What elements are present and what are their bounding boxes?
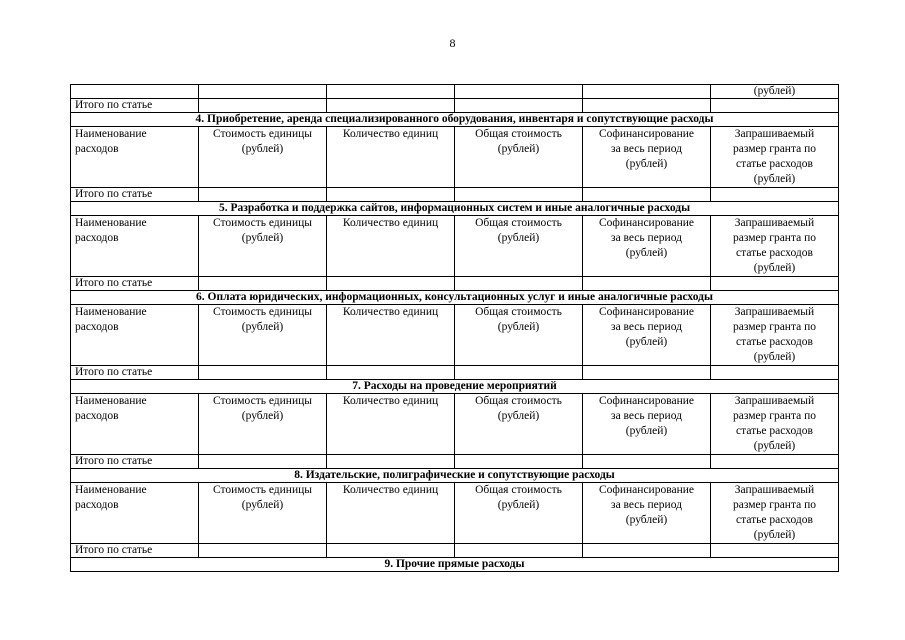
header-line: (рублей) xyxy=(497,410,540,422)
table-cell xyxy=(199,188,327,202)
header-line: Запрашиваемый xyxy=(734,306,815,318)
table-cell xyxy=(583,455,711,469)
section-title: 8. Издательские, полиграфические и сопутствующие расходы xyxy=(71,469,839,483)
col-cofinancing-header xyxy=(583,305,711,366)
col-total-cost-header xyxy=(455,483,583,544)
col-name-header xyxy=(71,483,199,544)
table-cell xyxy=(199,277,327,291)
header-line: расходов xyxy=(75,321,119,333)
col-total-cost-header xyxy=(455,216,583,277)
table-cell xyxy=(327,455,455,469)
header-line: за весь период xyxy=(611,143,682,155)
col-cofinancing-header xyxy=(583,127,711,188)
header-line: за весь период xyxy=(611,499,682,511)
budget-table-body xyxy=(71,85,839,572)
header-line: Наименование xyxy=(75,128,147,140)
header-line: Наименование xyxy=(75,306,147,318)
header-line: расходов xyxy=(75,232,119,244)
total-row xyxy=(71,99,839,113)
table-cell xyxy=(711,366,839,380)
section-row xyxy=(71,380,839,394)
section-title: 4. Приобретение, аренда специализированного оборудования, инвентаря и сопутствующие расходы xyxy=(71,113,839,127)
total-label: Итого по статье xyxy=(71,366,199,380)
table-cell xyxy=(455,85,583,99)
header-line: (рублей) xyxy=(625,514,668,526)
col-unit-cost-header xyxy=(199,216,327,277)
column-header-row xyxy=(71,394,839,455)
col-requested-header xyxy=(711,483,839,544)
col-total-cost-header xyxy=(455,305,583,366)
column-header-row xyxy=(71,483,839,544)
header-line: (рублей) xyxy=(625,336,668,348)
header-line: статье расходов xyxy=(736,425,813,437)
header-line: размер гранта по xyxy=(732,232,816,244)
table-cell xyxy=(455,366,583,380)
header-line: (рублей) xyxy=(753,173,796,185)
header-line: размер гранта по xyxy=(732,499,816,511)
page-number: 8 xyxy=(449,36,456,50)
header-line: Количество единиц xyxy=(342,217,439,229)
section-row xyxy=(71,558,839,572)
header-line: (рублей) xyxy=(497,143,540,155)
header-line: Софинансирование xyxy=(599,217,694,229)
section-row xyxy=(71,291,839,305)
col-unit-cost-header xyxy=(199,394,327,455)
table-cell xyxy=(327,366,455,380)
header-line: Общая стоимость xyxy=(475,306,562,318)
section-row xyxy=(71,469,839,483)
total-row xyxy=(71,455,839,469)
col-quantity-header xyxy=(327,127,455,188)
header-line: (рублей) xyxy=(497,321,540,333)
col-requested-header xyxy=(711,127,839,188)
total-label: Итого по статье xyxy=(71,277,199,291)
header-line: (рублей) xyxy=(497,499,540,511)
table-cell xyxy=(583,277,711,291)
col-name-header xyxy=(71,305,199,366)
header-line: Общая стоимость xyxy=(475,128,562,140)
header-line: (рублей) xyxy=(497,232,540,244)
header-line: Количество единиц xyxy=(342,128,439,140)
header-line: статье расходов xyxy=(736,158,813,170)
col-quantity-header xyxy=(327,305,455,366)
header-line: за весь период xyxy=(611,410,682,422)
table-cell xyxy=(583,544,711,558)
header-line: Стоимость единицы xyxy=(212,128,312,140)
col-unit-cost-header xyxy=(199,305,327,366)
header-line: расходов xyxy=(75,499,119,511)
table-cell xyxy=(455,99,583,113)
table-cell xyxy=(455,455,583,469)
table-cell xyxy=(583,85,711,99)
table-cell xyxy=(711,188,839,202)
header-line: (рублей) xyxy=(753,529,796,541)
header-line: Запрашиваемый xyxy=(734,395,815,407)
table-cell xyxy=(327,544,455,558)
table-cell xyxy=(327,99,455,113)
section-title: 7. Расходы на проведение мероприятий xyxy=(71,380,839,394)
header-line: (рублей) xyxy=(625,247,668,259)
header-line: Наименование xyxy=(75,217,147,229)
section-title: 9. Прочие прямые расходы xyxy=(71,558,839,572)
header-line: Наименование xyxy=(75,484,147,496)
header-line: (рублей) xyxy=(241,410,284,422)
col-total-cost-header xyxy=(455,127,583,188)
header-line: Стоимость единицы xyxy=(212,484,312,496)
col-unit-cost-header xyxy=(199,483,327,544)
table-cell xyxy=(455,188,583,202)
header-line: (рублей) xyxy=(241,321,284,333)
continuation-cell: (рублей) xyxy=(711,85,839,99)
table-cell xyxy=(455,277,583,291)
header-line: Запрашиваемый xyxy=(734,128,815,140)
header-line: Количество единиц xyxy=(342,484,439,496)
header-line: (рублей) xyxy=(241,499,284,511)
table-cell xyxy=(199,544,327,558)
total-row xyxy=(71,188,839,202)
header-line: Запрашиваемый xyxy=(734,217,815,229)
header-line: Общая стоимость xyxy=(475,395,562,407)
budget-table xyxy=(70,84,839,572)
col-cofinancing-header xyxy=(583,216,711,277)
total-label: Итого по статье xyxy=(71,544,199,558)
table-cell xyxy=(583,99,711,113)
table-cell xyxy=(71,85,199,99)
header-line: Запрашиваемый xyxy=(734,484,815,496)
header-line: размер гранта по xyxy=(732,143,816,155)
header-line: (рублей) xyxy=(753,262,796,274)
header-line: статье расходов xyxy=(736,336,813,348)
header-line: Софинансирование xyxy=(599,395,694,407)
col-quantity-header xyxy=(327,216,455,277)
total-row xyxy=(71,544,839,558)
header-line: Стоимость единицы xyxy=(212,217,312,229)
header-line: Софинансирование xyxy=(599,128,694,140)
header-line: (рублей) xyxy=(625,158,668,170)
table-cell xyxy=(711,277,839,291)
table-cell xyxy=(199,366,327,380)
header-line: статье расходов xyxy=(736,247,813,259)
col-name-header xyxy=(71,127,199,188)
table-cell xyxy=(583,366,711,380)
col-cofinancing-header xyxy=(583,483,711,544)
header-line: Стоимость единицы xyxy=(212,395,312,407)
section-row xyxy=(71,202,839,216)
table-cell xyxy=(327,277,455,291)
table-cell xyxy=(327,188,455,202)
col-requested-header xyxy=(711,216,839,277)
header-line: за весь период xyxy=(611,321,682,333)
total-label: Итого по статье xyxy=(71,455,199,469)
total-row xyxy=(71,366,839,380)
total-label: Итого по статье xyxy=(71,188,199,202)
table-cell xyxy=(455,544,583,558)
table-cell xyxy=(711,455,839,469)
column-header-row xyxy=(71,305,839,366)
header-line: расходов xyxy=(75,410,119,422)
header-line: размер гранта по xyxy=(732,410,816,422)
header-line: (рублей) xyxy=(241,232,284,244)
col-requested-header xyxy=(711,305,839,366)
section-title: 5. Разработка и поддержка сайтов, информационных систем и иные аналогичные расходы xyxy=(71,202,839,216)
col-cofinancing-header xyxy=(583,394,711,455)
header-line: (рублей) xyxy=(753,351,796,363)
col-unit-cost-header xyxy=(199,127,327,188)
header-line: (рублей) xyxy=(625,425,668,437)
total-label: Итого по статье xyxy=(71,99,199,113)
header-line: расходов xyxy=(75,143,119,155)
table-cell xyxy=(327,85,455,99)
header-line: Софинансирование xyxy=(599,484,694,496)
header-line: (рублей) xyxy=(241,143,284,155)
column-header-row xyxy=(71,216,839,277)
col-name-header xyxy=(71,394,199,455)
header-line: Общая стоимость xyxy=(475,217,562,229)
total-row xyxy=(71,277,839,291)
section-title: 6. Оплата юридических, информационных, консультационных услуг и иные аналогичные расходы xyxy=(71,291,839,305)
header-line: размер гранта по xyxy=(732,321,816,333)
header-line: Общая стоимость xyxy=(475,484,562,496)
table-cell xyxy=(199,455,327,469)
col-total-cost-header xyxy=(455,394,583,455)
col-quantity-header xyxy=(327,483,455,544)
continuation-row xyxy=(71,85,839,99)
header-line: статье расходов xyxy=(736,514,813,526)
header-line: Количество единиц xyxy=(342,395,439,407)
table-cell xyxy=(199,99,327,113)
header-line: (рублей) xyxy=(753,440,796,452)
header-line: Софинансирование xyxy=(599,306,694,318)
column-header-row xyxy=(71,127,839,188)
section-row xyxy=(71,113,839,127)
header-line: Наименование xyxy=(75,395,147,407)
header-line: за весь период xyxy=(611,232,682,244)
col-requested-header xyxy=(711,394,839,455)
table-cell xyxy=(199,85,327,99)
header-line: Стоимость единицы xyxy=(212,306,312,318)
table-cell xyxy=(711,544,839,558)
table-cell xyxy=(583,188,711,202)
table-cell xyxy=(711,99,839,113)
col-quantity-header xyxy=(327,394,455,455)
header-line: Количество единиц xyxy=(342,306,439,318)
col-name-header xyxy=(71,216,199,277)
